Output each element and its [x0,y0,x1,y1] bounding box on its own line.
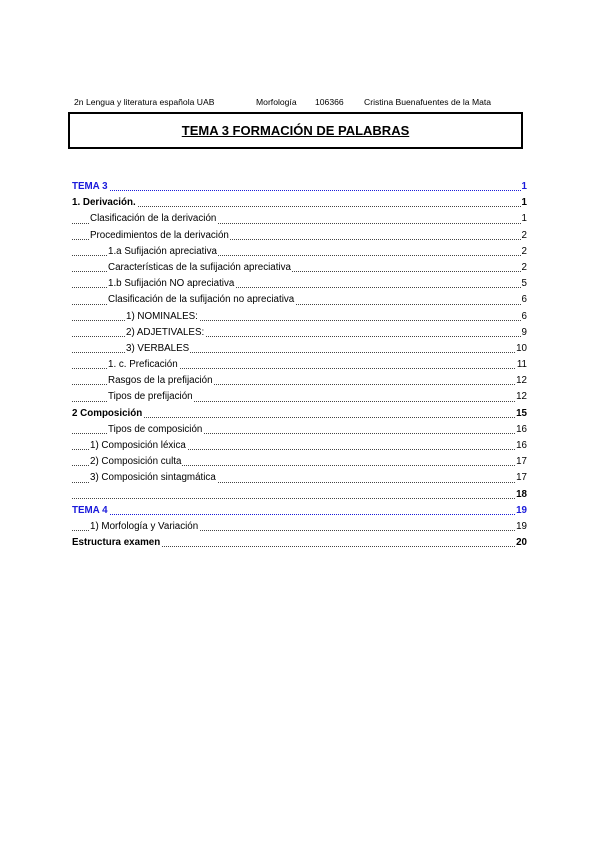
toc-entry[interactable] [72,325,527,341]
toc-entry-page: 6 [521,292,527,308]
toc-entry-page: 5 [521,276,527,292]
header-course: 2n Lengua y literatura española UAB [74,97,215,107]
toc-entry[interactable] [72,422,527,438]
header-subject: Morfología [256,97,297,107]
toc-entry-label: Tipos de prefijación [108,389,194,405]
toc-entry[interactable] [72,195,527,211]
page-header [74,97,526,107]
toc-entry[interactable] [72,244,527,260]
toc-entry[interactable] [72,309,527,325]
toc-entry-page: 15 [515,406,527,422]
toc-entry-page: 1 [521,211,527,227]
toc-entry-page: 6 [521,309,527,325]
toc-entry-page: 19 [515,519,527,535]
toc-entry[interactable] [72,503,527,519]
toc-entry-page: 18 [515,487,527,503]
toc-entry-label: Clasificación de la sufijación no apreciativa [108,292,295,308]
toc-entry-page: 12 [515,389,527,405]
toc-entry-label: 2) Composición culta [90,454,182,470]
header-code: 106366 [315,97,344,107]
toc-entry-label: 2) ADJETIVALES: [126,325,205,341]
toc-leader [72,206,527,207]
toc-entry-page: 2 [521,244,527,260]
toc-entry[interactable] [72,519,527,535]
toc-entry[interactable] [72,179,527,195]
toc-entry-label: 1) Morfología y Variación [90,519,199,535]
toc-entry[interactable] [72,276,527,292]
toc-entry-page: 2 [521,260,527,276]
toc-entry-label: Clasificación de la derivación [90,211,217,227]
toc-entry-label: Tipos de composición [108,422,203,438]
page-title: TEMA 3 FORMACIÓN DE PALABRAS [181,123,410,138]
toc-entry-label: 3) VERBALES [126,341,190,357]
toc-entry-page: 16 [515,422,527,438]
table-of-contents [72,179,527,551]
toc-entry-label: 1) Composición léxica [90,438,187,454]
title-box [68,112,523,149]
toc-entry[interactable] [72,341,527,357]
toc-entry-label: 1) NOMINALES: [126,309,199,325]
toc-entry-label: 3) Composición sintagmática [90,470,217,486]
toc-entry[interactable] [72,260,527,276]
toc-entry[interactable] [72,373,527,389]
toc-entry-label: Características de la sufijación apreciativa [108,260,292,276]
toc-leader [72,514,527,515]
toc-entry[interactable] [72,438,527,454]
toc-leader [72,498,527,499]
toc-entry-page: 1 [521,195,527,211]
toc-entry[interactable] [72,470,527,486]
toc-entry-page: 1 [521,179,527,195]
toc-entry[interactable] [72,292,527,308]
toc-entry-page: 17 [515,454,527,470]
toc-entry[interactable] [72,389,527,405]
toc-entry[interactable] [72,357,527,373]
toc-entry-label: 1. c. Preficación [108,357,179,373]
toc-entry-page: 17 [515,470,527,486]
toc-entry-label: 2 Composición [72,406,143,422]
toc-entry-label: 1.a Sufijación apreciativa [108,244,218,260]
toc-entry-label: Procedimientos de la derivación [90,228,230,244]
toc-entry[interactable] [72,406,527,422]
toc-entry[interactable] [72,535,527,551]
toc-entry-label: Estructura examen [72,535,161,551]
toc-entry[interactable] [72,228,527,244]
toc-entry-page: 9 [521,325,527,341]
toc-entry[interactable] [72,211,527,227]
toc-entry-label: 1.b Sufijación NO apreciativa [108,276,235,292]
toc-entry-label: 1. Derivación. [72,195,137,211]
toc-entry-page: 2 [521,228,527,244]
toc-entry-page: 19 [515,503,527,519]
toc-entry-label: Rasgos de la prefijación [108,373,214,389]
toc-entry-label: TEMA 4 [72,503,109,519]
toc-entry[interactable] [72,454,527,470]
toc-entry-page: 10 [515,341,527,357]
header-author: Cristina Buenafuentes de la Mata [364,97,492,107]
toc-entry-page: 16 [515,438,527,454]
toc-entry[interactable] [72,487,527,503]
toc-leader [72,190,527,191]
toc-entry-label: TEMA 3 [72,179,109,195]
toc-entry-page: 12 [515,373,527,389]
toc-entry-page: 11 [516,357,527,373]
toc-entry-page: 20 [515,535,527,551]
